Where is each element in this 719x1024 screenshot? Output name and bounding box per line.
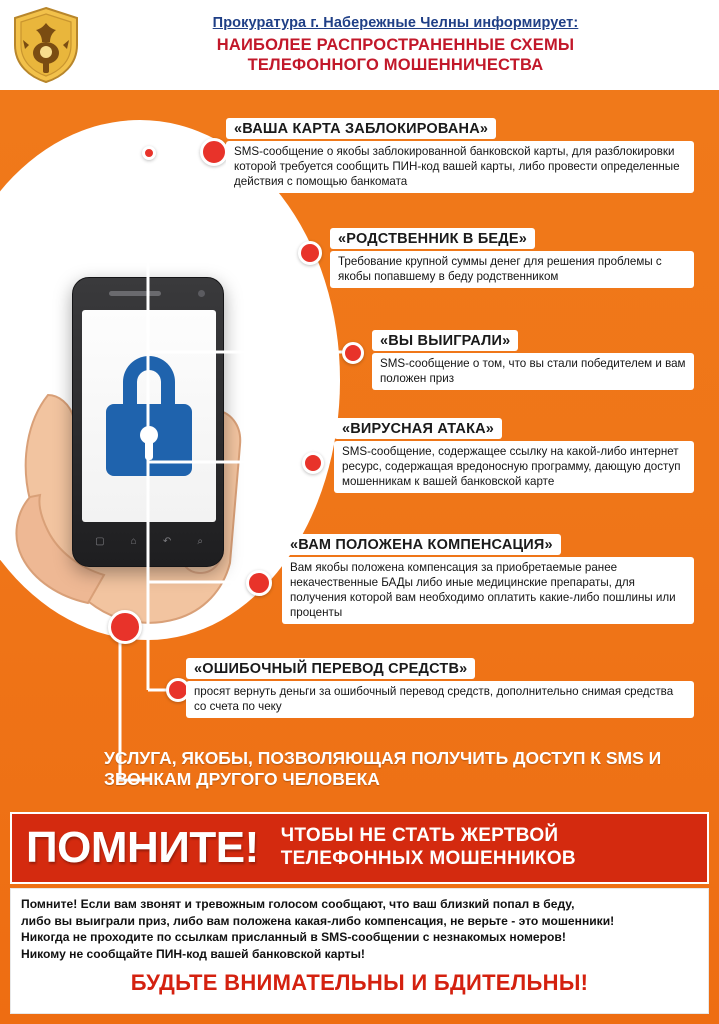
connector-dot-1 bbox=[200, 138, 228, 166]
scheme-body-3: SMS-сообщение о том, что вы стали победителем и вам положен приз bbox=[372, 353, 694, 390]
remember-subtext-line1: ЧТОБЫ НЕ СТАТЬ ЖЕРТВОЙ bbox=[280, 825, 559, 847]
scheme-callout-6 bbox=[186, 658, 694, 718]
connector-dot-2 bbox=[298, 241, 322, 265]
remember-headline: ПОМНИТЕ! bbox=[26, 823, 259, 872]
padlock-icon bbox=[104, 356, 194, 476]
scheme-callout-5 bbox=[282, 534, 694, 624]
poster-header bbox=[0, 0, 719, 90]
scheme-title-5: «ВАМ ПОЛОЖЕНА КОМПЕНСАЦИЯ» bbox=[282, 534, 561, 555]
advice-line-4: Никому не сообщайте ПИН-код вашей банковской карты! bbox=[21, 947, 365, 962]
remember-subtext bbox=[259, 825, 576, 871]
phone-camera-icon bbox=[198, 290, 205, 297]
smartphone-mockup bbox=[72, 277, 224, 567]
phone-nav-home-icon: ⌂ bbox=[130, 535, 137, 547]
scheme-title-6: «ОШИБОЧНЫЙ ПЕРЕВОД СРЕДСТВ» bbox=[186, 658, 475, 679]
scheme-statement-service: УСЛУГА, ЯКОБЫ, ПОЗВОЛЯЮЩАЯ ПОЛУЧИТЬ ДОСТУП К SMS И ЗВОНКАМ ДРУГОГО ЧЕЛОВЕКА bbox=[104, 748, 662, 790]
scheme-body-6: просят вернуть деньги за ошибочный перевод средств, дополнительно снимая средства со счета по чеку bbox=[186, 681, 694, 718]
scheme-body-2: Требование крупной суммы денег для решения проблемы с якобы попавшему в беду родственником bbox=[330, 251, 694, 288]
phone-speaker bbox=[109, 291, 161, 296]
advice-line-2: либо вы выиграли приз, либо вам положена какая-либо компенсация, не верьте - это мошенники! bbox=[21, 913, 615, 928]
scheme-title-4: «ВИРУСНАЯ АТАКА» bbox=[334, 418, 502, 439]
scheme-title-3: «ВЫ ВЫИГРАЛИ» bbox=[372, 330, 518, 351]
remember-banner bbox=[10, 812, 709, 884]
scheme-body-4: SMS-сообщение, содержащее ссылку на какой-либо интернет ресурс, содержащая вредоносную программу, дающую доступ мошенникам к вашей банковской карте bbox=[334, 441, 694, 493]
phone-screen bbox=[82, 310, 216, 522]
remember-subtext-line2: ТЕЛЕФОННЫХ МОШЕННИКОВ bbox=[280, 848, 576, 869]
scheme-title-1: «ВАША КАРТА ЗАБЛОКИРОВАНА» bbox=[226, 118, 496, 139]
scheme-callout-3 bbox=[372, 330, 694, 390]
connector-dot-3 bbox=[342, 342, 364, 364]
scheme-callout-4 bbox=[334, 418, 694, 493]
phone-navigation-bar bbox=[82, 528, 216, 554]
header-line-title-2: ТЕЛЕФОННОГО МОШЕННИЧЕСТВА bbox=[247, 55, 544, 74]
advice-line-1: Помните! Если вам звонят и тревожным голосом сообщают, что ваш близкий попал в беду, bbox=[21, 897, 575, 911]
connector-dot-5 bbox=[246, 570, 272, 596]
scheme-callout-2 bbox=[330, 228, 694, 288]
phone-nav-recent-icon: ▢ bbox=[95, 535, 105, 547]
connector-dot-origin bbox=[142, 146, 156, 160]
scheme-callout-1 bbox=[226, 118, 694, 193]
header-text-block bbox=[92, 15, 719, 75]
advice-final-call: БУДЬТЕ ВНИМАТЕЛЬНЫ И БДИТЕЛЬНЫ! bbox=[130, 969, 589, 995]
connector-dot-4 bbox=[302, 452, 324, 474]
connector-dot-6 bbox=[108, 610, 142, 644]
scheme-title-2: «РОДСТВЕННИК В БЕДЕ» bbox=[330, 228, 535, 249]
phone-nav-search-icon: ⌕ bbox=[197, 535, 203, 547]
scheme-body-5: Вам якобы положена компенсация за приобретаемые ранее некачественные БАДы либо иные медицинские препараты, для получения которой вам необходимо оплатить какие-либо пошлины или проценты bbox=[282, 557, 694, 624]
prosecutor-emblem-icon bbox=[0, 1, 92, 89]
bottom-advice-panel bbox=[10, 888, 709, 1014]
advice-line-3: Никогда не проходите по ссылкам присланный в SMS-сообщении с незнакомых номеров! bbox=[21, 930, 566, 945]
phone-nav-back-icon: ↶ bbox=[162, 535, 172, 547]
header-line-organization: Прокуратура г. Набережные Челны информирует: bbox=[212, 15, 579, 32]
scheme-body-1: SMS-сообщение о якобы заблокированной банковской карты, для разблокировки которой требуется сообщить ПИН-код вашей карты, либо провести определенные действия с помощью банкомата bbox=[226, 141, 694, 193]
header-line-title-1: НАИБОЛЕЕ РАСПРОСТРАНЕННЫЕ СХЕМЫ bbox=[216, 36, 575, 55]
